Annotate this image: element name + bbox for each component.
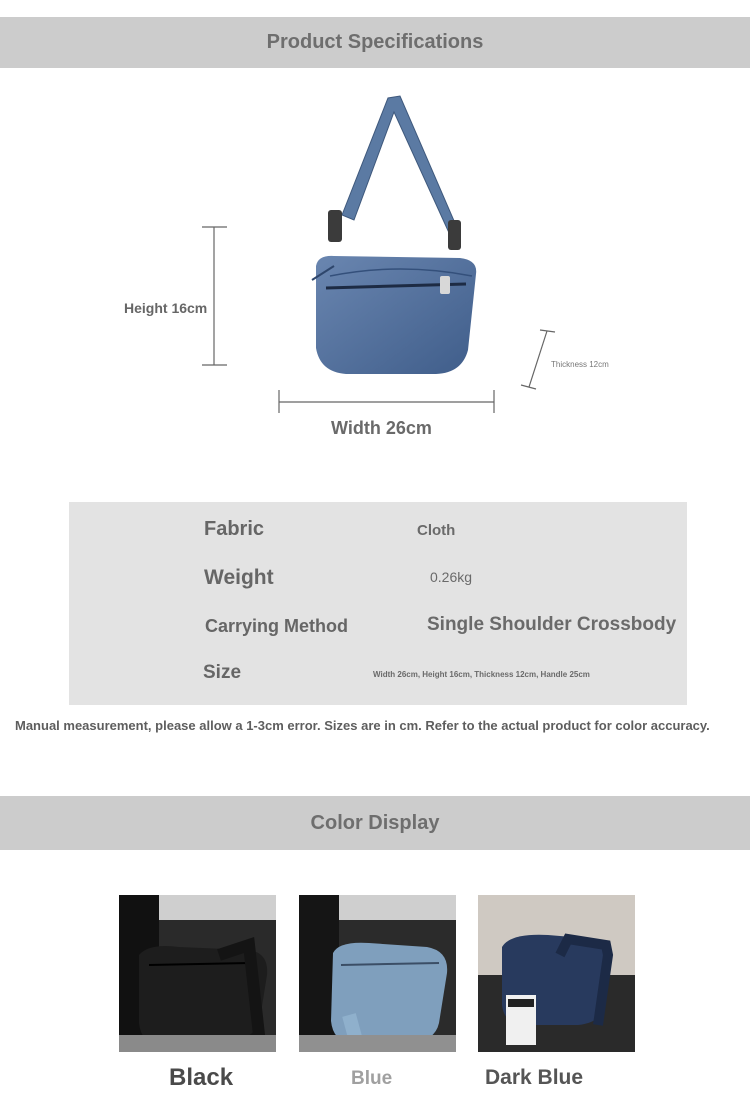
- width-label: Width 26cm: [331, 418, 432, 438]
- height-label: Height 16cm: [124, 300, 208, 316]
- size-value: Width 26cm, Height 16cm, Thickness 12cm, Handle 25cm: [373, 670, 590, 679]
- color-section-title: Color Display: [310, 811, 440, 834]
- black-bag-image: [119, 895, 276, 1052]
- height-dimension-line: [200, 226, 230, 368]
- width-dimension-line: [277, 388, 497, 416]
- size-label: Size: [203, 662, 242, 683]
- measurement-note: Manual measurement, please allow a 1-3cm error. Sizes are in cm. Refer to the actual product for color accuracy.: [15, 718, 710, 733]
- dark-blue-bag-image: [478, 895, 635, 1052]
- black-label: Black: [169, 1064, 234, 1091]
- weight-label: Weight: [204, 566, 274, 589]
- bag-image: [290, 90, 490, 380]
- fabric-value: Cloth: [417, 522, 456, 539]
- weight-value: 0.26kg: [430, 569, 473, 585]
- carrying-method-label: Carrying Method: [205, 616, 349, 636]
- thickness-label: Thickness 12cm: [551, 360, 609, 369]
- carrying-method-value: Single Shoulder Crossbody: [427, 614, 677, 635]
- dark-blue-label: Dark Blue: [485, 1066, 584, 1089]
- color-header-band: [0, 796, 750, 850]
- blue-label: Blue: [351, 1068, 393, 1089]
- section-title: Product Specifications: [266, 31, 484, 53]
- spec-header-band: [0, 17, 750, 68]
- fabric-label: Fabric: [204, 518, 265, 540]
- thickness-dimension-line: [518, 326, 558, 392]
- blue-bag-image: [299, 895, 456, 1052]
